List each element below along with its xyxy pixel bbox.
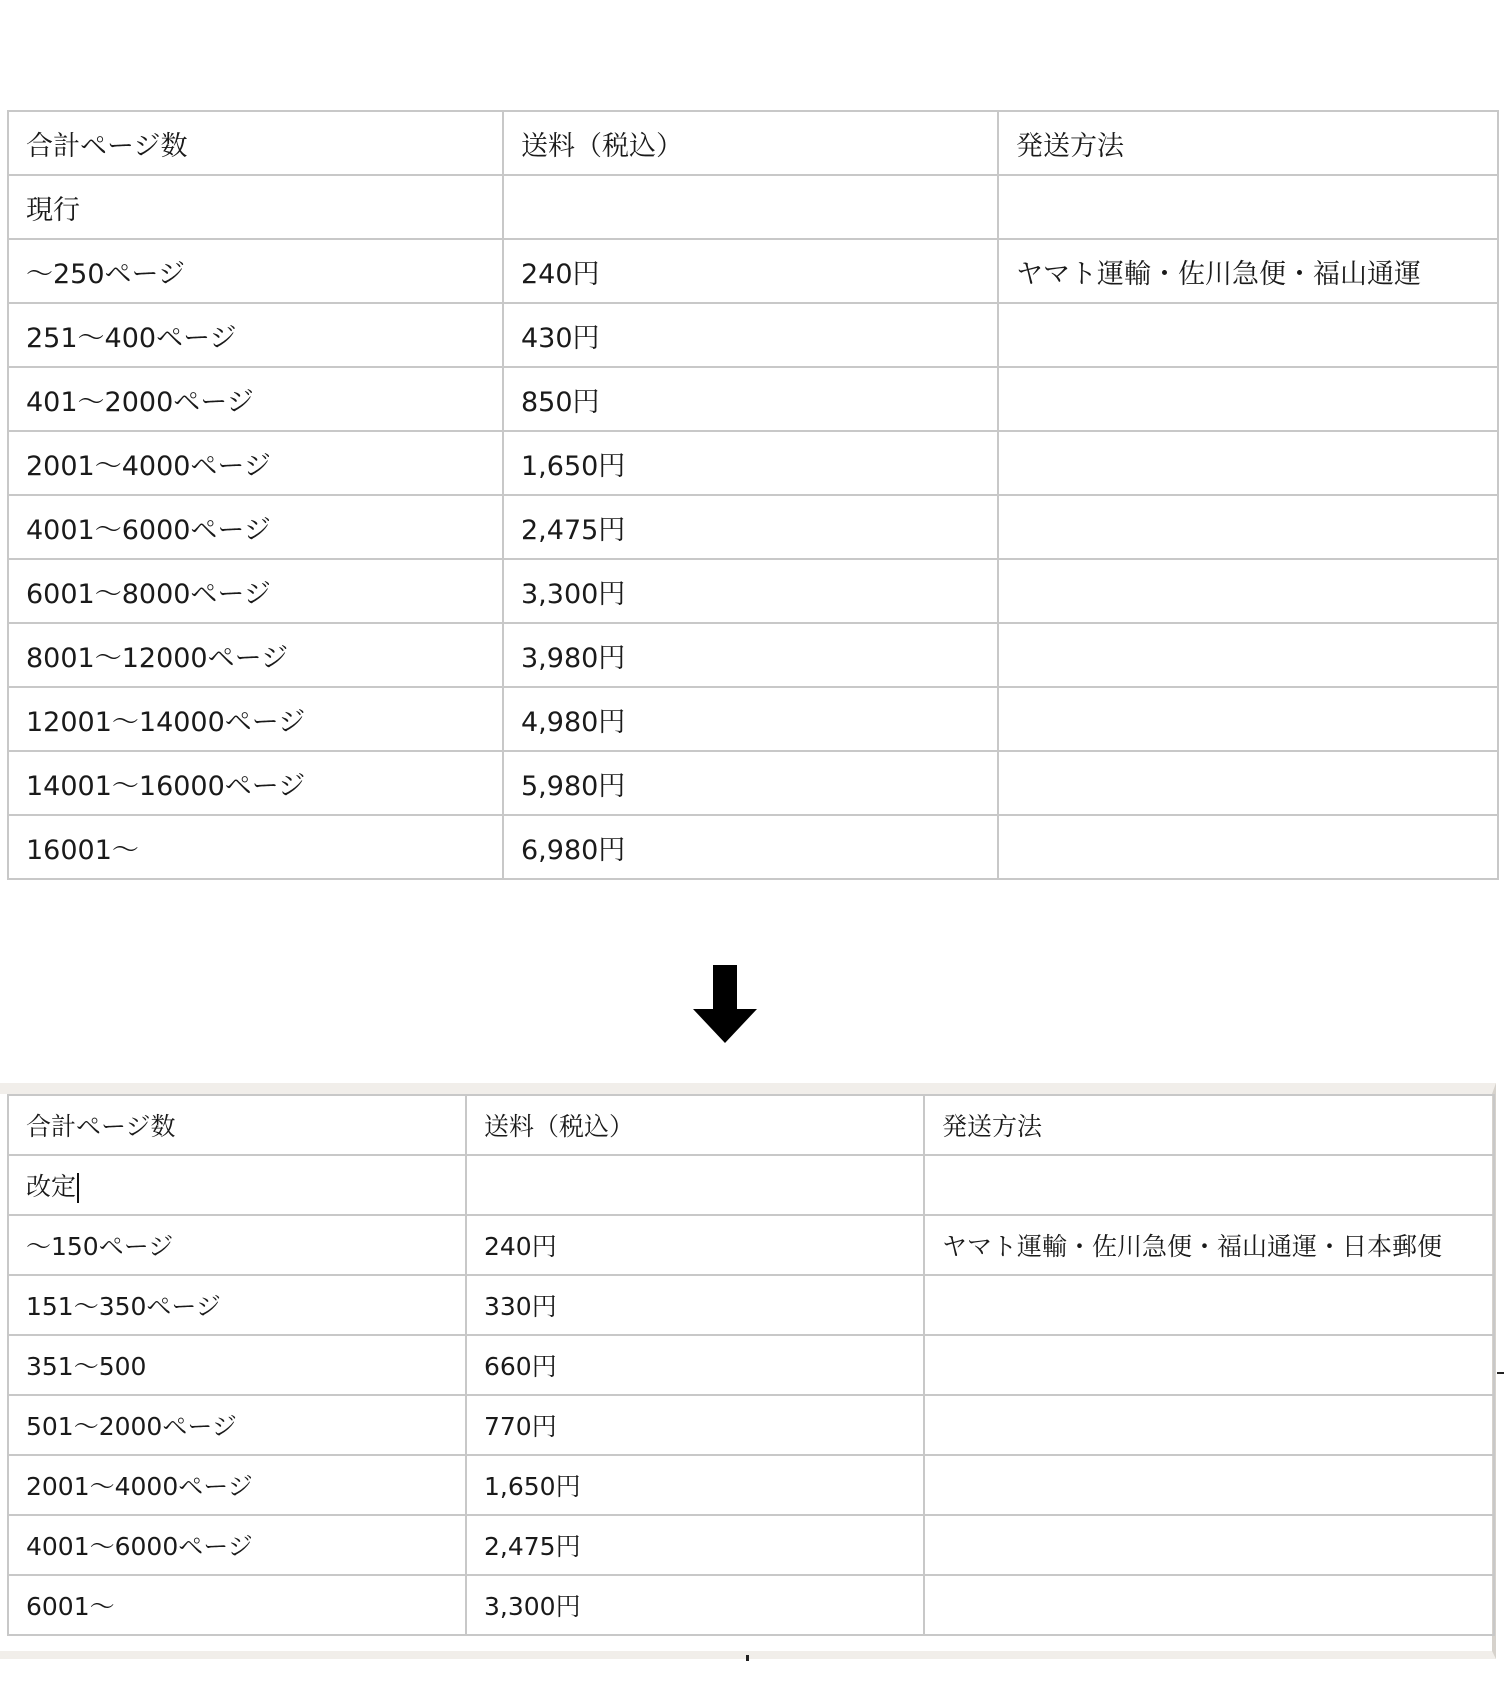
header-total-pages: 合計ページ数 bbox=[8, 1095, 466, 1155]
fee-cell: 4,980円 bbox=[503, 687, 998, 751]
section-label-revised: 改定 bbox=[26, 1172, 77, 1201]
pages-cell: 251～400ページ bbox=[8, 303, 503, 367]
pages-cell: 6001～ bbox=[8, 1575, 466, 1635]
table-row bbox=[8, 495, 1498, 559]
fee-cell: 1,650円 bbox=[466, 1455, 924, 1515]
pages-cell: 8001～12000ページ bbox=[8, 623, 503, 687]
empty-cell bbox=[466, 1155, 924, 1215]
fee-cell: 240円 bbox=[503, 239, 998, 303]
table-row bbox=[8, 1395, 1494, 1455]
pages-cell: 6001～8000ページ bbox=[8, 559, 503, 623]
text-caret bbox=[77, 1173, 79, 1203]
fee-cell: 330円 bbox=[466, 1275, 924, 1335]
method-cell bbox=[924, 1335, 1494, 1395]
fee-cell: 770円 bbox=[466, 1395, 924, 1455]
method-cell bbox=[924, 1455, 1494, 1515]
pages-cell: 4001～6000ページ bbox=[8, 1515, 466, 1575]
pages-cell: 2001～4000ページ bbox=[8, 1455, 466, 1515]
fee-cell: 5,980円 bbox=[503, 751, 998, 815]
method-cell bbox=[998, 687, 1498, 751]
pages-cell: 401～2000ページ bbox=[8, 367, 503, 431]
revised-shipping-table bbox=[7, 1094, 1495, 1636]
edge-mark bbox=[1497, 1372, 1504, 1374]
pages-cell: 151～350ページ bbox=[8, 1275, 466, 1335]
empty-cell bbox=[998, 175, 1498, 239]
table-row bbox=[8, 559, 1498, 623]
fee-cell: 3,980円 bbox=[503, 623, 998, 687]
table-row bbox=[8, 1335, 1494, 1395]
table-row bbox=[8, 1575, 1494, 1635]
method-cell bbox=[998, 495, 1498, 559]
pages-cell: ～250ページ bbox=[8, 239, 503, 303]
current-shipping-table bbox=[7, 110, 1499, 880]
table-row bbox=[8, 367, 1498, 431]
header-shipping-method: 発送方法 bbox=[998, 111, 1498, 175]
section-label-row bbox=[8, 1155, 1494, 1215]
empty-cell bbox=[924, 1155, 1494, 1215]
method-cell bbox=[924, 1395, 1494, 1455]
method-cell bbox=[998, 623, 1498, 687]
fee-cell: 240円 bbox=[466, 1215, 924, 1275]
pages-cell: 12001～14000ページ bbox=[8, 687, 503, 751]
method-cell bbox=[998, 431, 1498, 495]
fee-cell: 3,300円 bbox=[466, 1575, 924, 1635]
arrow-down-icon bbox=[693, 965, 757, 1043]
method-cell bbox=[998, 303, 1498, 367]
section-label-cell[interactable] bbox=[8, 1155, 466, 1215]
method-cell: ヤマト運輸・佐川急便・福山通運・日本郵便 bbox=[924, 1215, 1494, 1275]
pages-cell: 14001～16000ページ bbox=[8, 751, 503, 815]
method-cell bbox=[924, 1275, 1494, 1335]
header-shipping-fee: 送料（税込） bbox=[466, 1095, 924, 1155]
table-row bbox=[8, 815, 1498, 879]
fee-cell: 430円 bbox=[503, 303, 998, 367]
fee-cell: 3,300円 bbox=[503, 559, 998, 623]
pages-cell: ～150ページ bbox=[8, 1215, 466, 1275]
table-row bbox=[8, 431, 1498, 495]
pages-cell: 2001～4000ページ bbox=[8, 431, 503, 495]
fee-cell: 1,650円 bbox=[503, 431, 998, 495]
header-total-pages: 合計ページ数 bbox=[8, 111, 503, 175]
section-label-row bbox=[8, 175, 1498, 239]
fee-cell: 850円 bbox=[503, 367, 998, 431]
pages-cell: 351～500 bbox=[8, 1335, 466, 1395]
header-row bbox=[8, 1095, 1494, 1155]
table-row bbox=[8, 239, 1498, 303]
method-cell bbox=[998, 367, 1498, 431]
method-cell bbox=[924, 1575, 1494, 1635]
method-cell bbox=[998, 815, 1498, 879]
table-row bbox=[8, 303, 1498, 367]
pages-cell: 16001～ bbox=[8, 815, 503, 879]
header-shipping-fee: 送料（税込） bbox=[503, 111, 998, 175]
fee-cell: 2,475円 bbox=[466, 1515, 924, 1575]
empty-cell bbox=[503, 175, 998, 239]
fee-cell: 6,980円 bbox=[503, 815, 998, 879]
table-row bbox=[8, 623, 1498, 687]
table-row bbox=[8, 1455, 1494, 1515]
header-row bbox=[8, 111, 1498, 175]
table-row bbox=[8, 751, 1498, 815]
method-cell bbox=[998, 751, 1498, 815]
table-row bbox=[8, 1275, 1494, 1335]
method-cell: ヤマト運輸・佐川急便・福山通運 bbox=[998, 239, 1498, 303]
pages-cell: 4001～6000ページ bbox=[8, 495, 503, 559]
method-cell bbox=[924, 1515, 1494, 1575]
header-shipping-method: 発送方法 bbox=[924, 1095, 1494, 1155]
method-cell bbox=[998, 559, 1498, 623]
table-row bbox=[8, 1215, 1494, 1275]
section-label-current: 現行 bbox=[8, 175, 503, 239]
fee-cell: 2,475円 bbox=[503, 495, 998, 559]
table-row bbox=[8, 687, 1498, 751]
table-row bbox=[8, 1515, 1494, 1575]
bottom-mark bbox=[746, 1655, 749, 1661]
fee-cell: 660円 bbox=[466, 1335, 924, 1395]
pages-cell: 501～2000ページ bbox=[8, 1395, 466, 1455]
